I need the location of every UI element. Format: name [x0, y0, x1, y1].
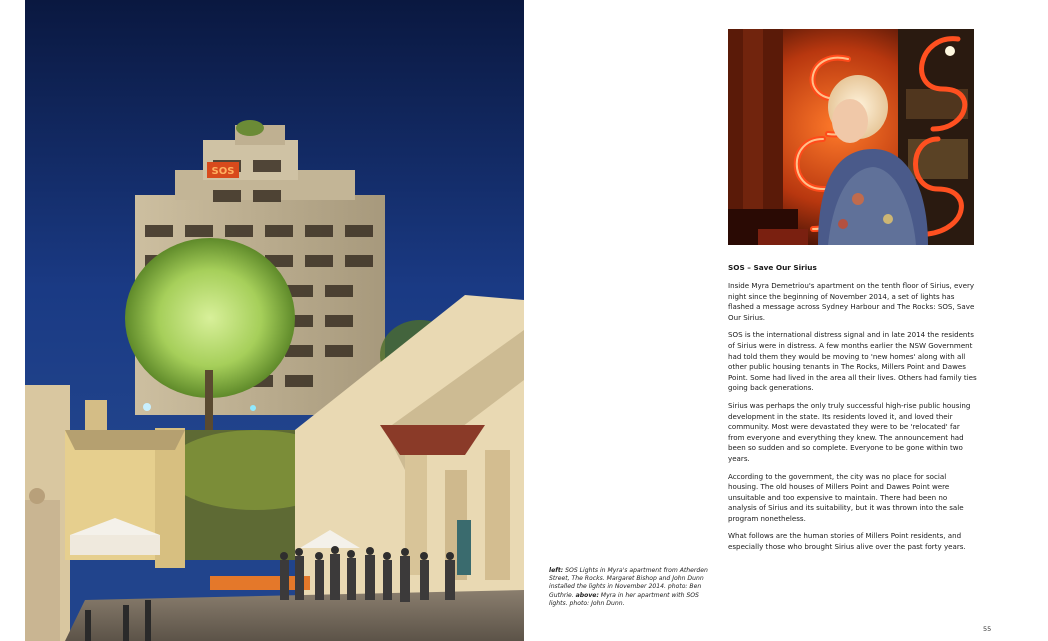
article-paragraph: Inside Myra Demetriou's apartment on the tenth floor of Sirius, every night since the beginning of November 2014, a set of lights has flashed a message across Sydney Harbour and The Rocks: SOS, Save Our Sirius. [728, 281, 975, 322]
article-paragraph: SOS is the international distress signal and in late 2014 the residents of Sirius were in distress. A few months earlier the NSW Government had told them they would be moving to 'new homes' along with all other public housing tenants in The Rocks, Millers Point and Dawes Point. Some had lived in the area all their lives. Others had family ties going back generations. [728, 330, 977, 393]
sirius-building-night-photo [25, 0, 524, 641]
caption-above-label: above: [575, 591, 599, 599]
caption-left-label: left: [549, 567, 564, 574]
article-paragraph: According to the government, the city was no place for social housing. The old houses of Millers Point and Dawes Point were unsuitable and too expensive to maintain. There had been no analysis of Sirius and its suitability, but it was thrown into the sale program nonetheless. [728, 471, 964, 523]
article-paragraph: Sirius was perhaps the only truly successful high-rise public housing development in the state. Its residents loved it, and loved their community. Most were devastated they were to be 'relocated' far from everyone and everything they knew. The announcement had been so sudden and so complete. Everyone to be gone within two years. [728, 400, 971, 463]
article-heading: SOS – Save Our Sirius [728, 263, 817, 272]
statue [25, 488, 60, 641]
page-number: 55 [983, 625, 992, 633]
article-body [728, 263, 978, 560]
caption-left-text: SOS Lights in Myra's apartment from Atherden Street, The Rocks. Margaret Bishop and John Dunn installed the lights in November 2014. photo: Ben Guthrie. [549, 567, 708, 599]
sos-window-sign: SOS [211, 166, 235, 177]
caption-above-text: Myra in her apartment with SOS lights. photo: John Dunn. [549, 591, 699, 607]
myra-apartment-photo [728, 29, 974, 245]
photo-caption [549, 567, 709, 608]
article-paragraph: What follows are the human stories of Millers Point residents, and especially those who brought Sirius alive over the past forty years. [728, 531, 966, 552]
